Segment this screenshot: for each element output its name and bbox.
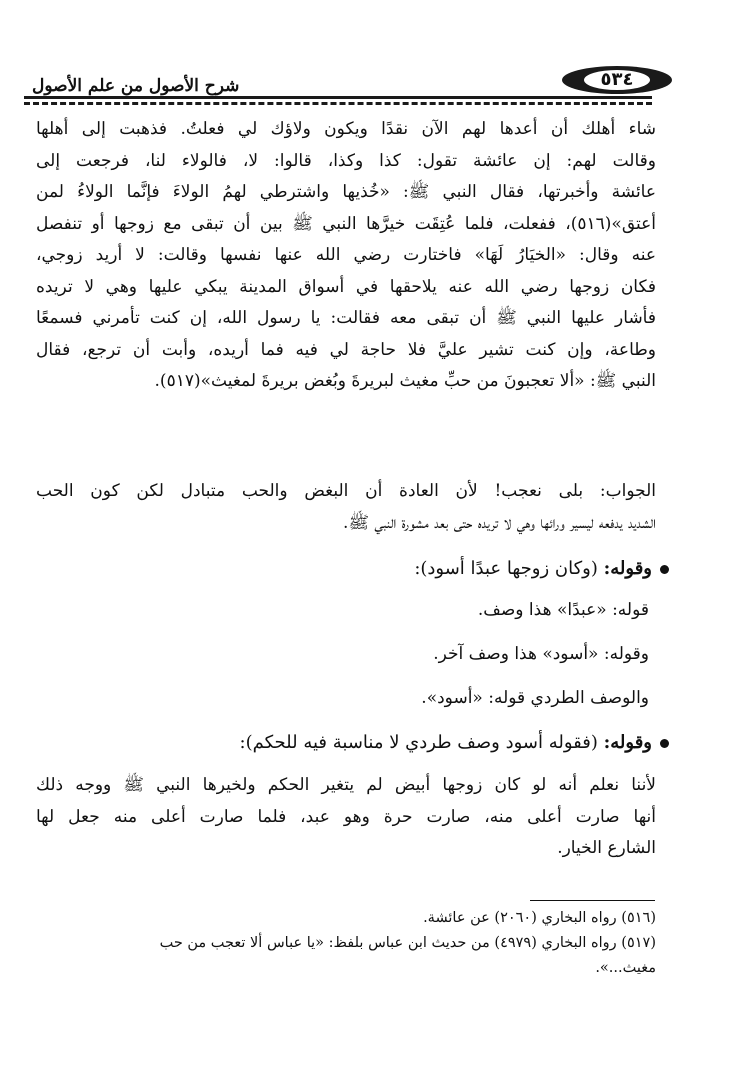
text-line: لأننا نعلم أنه لو كان زوجها أبيض لم يتغير الحكم ولخيرها النبي ﷺ ووجه ذلك xyxy=(36,775,656,795)
bullet-icon xyxy=(660,739,669,748)
footnote: (٥١٧) رواه البخاري (٤٩٧٩) من حديث ابن عباس بلفظ: «يا عباس ألا تعجب من حب xyxy=(159,935,656,951)
header-dashed-rule xyxy=(24,102,652,105)
book-title: شرح الأصول من علم الأصول xyxy=(32,76,240,96)
heading-label: وقوله: xyxy=(603,558,652,579)
header-rule xyxy=(24,96,652,99)
text-line: شاء أهلك أن أعدها لهم الآن نقدًا ويكون ولاؤك لي فعلتُ. فذهبت إلى أهلها xyxy=(36,119,656,139)
text-line: أنها صارت أعلى منه، صارت حرة وهو عبد، فلما صارت أعلى منه جعل لها xyxy=(36,806,656,827)
text-line: فأشار عليها النبي ﷺ أن تبقى معه فقالت: يا رسول الله، إن كنت تأمرني فسمعًا xyxy=(36,308,656,328)
footnote-rule xyxy=(530,900,655,901)
answer-paragraph xyxy=(36,476,656,539)
footnote: (٥١٦) رواه البخاري (٢٠٦٠) عن عائشة. xyxy=(423,910,656,926)
text-line: عنه وقال: «الخيَارُ لَهَا» فاختارت رضي الله عنها نفسها وقالت: لا أريد زوجي، xyxy=(36,245,656,265)
text-line: أعتق»(٥١٦)، ففعلت، فلما عُتِقَت خيرَّها النبي ﷺ بين أن تبقى مع زوجها أو تنفصل xyxy=(36,213,656,234)
text-line: الشديد يدفعه ليسير ورائها وهي لا تريده حتى بعد مشورة النبي ﷺ. xyxy=(343,512,656,533)
text-line: عائشة وأخبرتها، فقال النبي ﷺ: «خُذيها واشترطي لهمُ الولاءَ فإنَّما الولاءُ لمن xyxy=(36,182,656,202)
heading-text: (فقوله أسود وصف طردي لا مناسبة فيه للحكم): xyxy=(239,732,598,753)
bullet-icon xyxy=(660,565,669,574)
text-line: الجواب: بلى نعجب! لأن العادة أن البغض والحب متبادل لكن كون الحب xyxy=(36,481,656,501)
text-line: النبي ﷺ: «ألا تعجبونَ من حبِّ مغيث لبريرةَ وبُغض بريرةَ لمغيث»(٥١٧). xyxy=(154,371,656,391)
page-number: ٥٣٤ xyxy=(584,70,650,90)
page-number-badge xyxy=(562,66,672,94)
text-line: وقالت لهم: إن عائشة تقول: كذا وكذا، قالوا: لا، فالولاء لنا، فرجعت إلى xyxy=(36,150,656,171)
section-heading xyxy=(240,732,669,753)
text-line: قوله: «عبدًا» هذا وصف. xyxy=(477,600,649,620)
heading-label: وقوله: xyxy=(603,732,652,753)
heading-text: (وكان زوجها عبدًا أسود): xyxy=(414,558,598,579)
text-line: الشارع الخيار. xyxy=(557,838,656,858)
section-heading xyxy=(414,558,669,579)
text-line: وطاعة، وإن كنت تشير عليَّ فلا حاجة لي فيه فما أريده، وأبت أن ترجع، فقال xyxy=(36,339,656,360)
main-paragraph xyxy=(36,114,656,398)
footnotes xyxy=(36,906,656,981)
text-line: والوصف الطردي قوله: «أسود». xyxy=(421,688,649,708)
section-paragraph xyxy=(36,770,656,865)
text-line: فكان زوجها رضي الله عنه يلاحقها في أسواق المدينة يبكي عليها وهي لا تريده xyxy=(36,276,656,297)
footnote-continuation: مغيث...». xyxy=(595,960,656,976)
text-line: وقوله: «أسود» هذا وصف آخر. xyxy=(433,644,649,664)
